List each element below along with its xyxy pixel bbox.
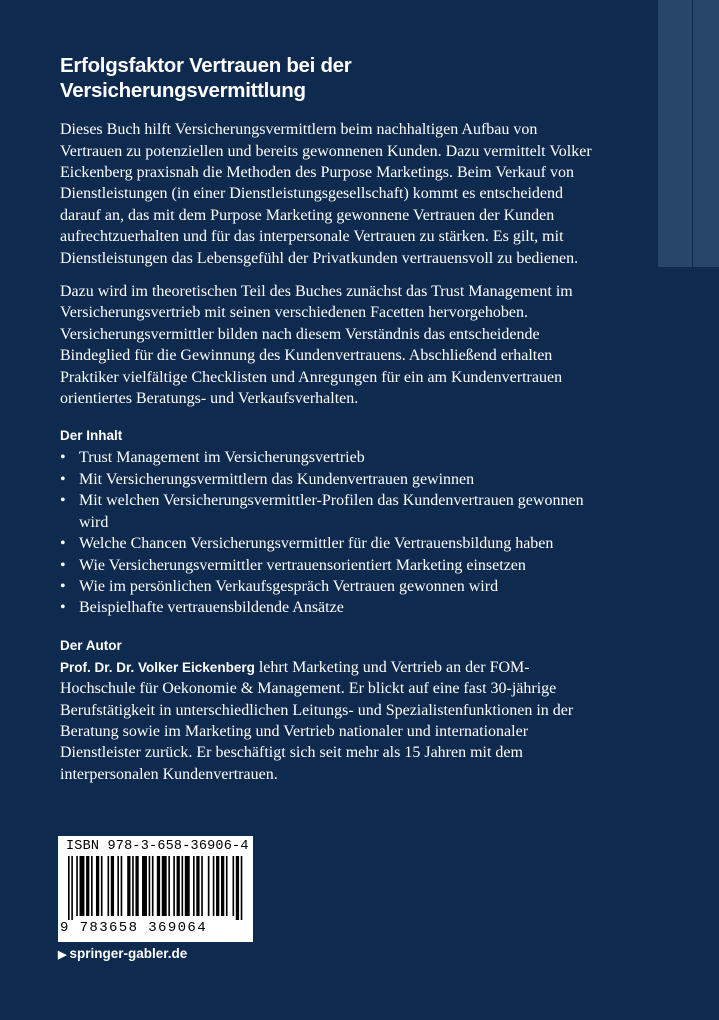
barcode-bar <box>121 856 123 916</box>
barcode-bar <box>177 856 180 916</box>
barcode-bar <box>91 856 93 916</box>
author-name: Prof. Dr. Dr. Volker Eickenberg <box>60 659 255 675</box>
isbn-text: ISBN 978-3-658-36906-4 <box>66 839 249 854</box>
barcode-bar <box>111 856 114 916</box>
book-title: Erfolgsfaktor Vertrauen bei der Versicherungsvermittlung <box>60 54 352 102</box>
barcode-bar <box>76 856 78 916</box>
contents-item <box>60 469 600 490</box>
barcode-bar <box>221 856 224 916</box>
barcode-bar <box>149 856 151 916</box>
contents-item-text: Wie im persönlichen Verkaufsgespräch Vertrauen gewonnen wird <box>79 577 499 595</box>
contents-item <box>60 490 600 533</box>
barcode-bar <box>142 856 147 916</box>
contents-item-text: Wie Versicherungsvermittler vertrauensorientiert Marketing einsetzen <box>79 556 526 574</box>
bullet-icon: • <box>60 492 66 510</box>
barcode-bar <box>173 856 175 916</box>
barcode-bar <box>71 856 73 920</box>
bullet-icon: • <box>60 449 66 467</box>
barcode-bar <box>162 856 167 916</box>
barcode-digits: 9 783658 369064 <box>60 920 208 936</box>
contents-heading: Der Inhalt <box>60 428 123 444</box>
contents-item <box>60 447 600 468</box>
barcode-bar <box>208 856 210 916</box>
barcode-bar <box>236 856 239 920</box>
barcode-bar <box>201 856 203 916</box>
barcode-bar <box>193 856 195 916</box>
barcode-bar <box>232 856 234 916</box>
bullet-icon: • <box>60 470 66 488</box>
description-paragraph-1: Dieses Buch hilft Versicherungsvermittlern beim nachhaltigen Aufbau von Vertrauen zu potenziellen und bereits gewonnenen Kunden. Dazu vermittelt Volker Eickenberg praxisnah die Methoden des Purpose Marketings. Beim Verkauf von Dienstleistungen (in einer Dienstleistungsgesellschaft) kommt es entscheidend darauf an, das mit dem Purpose Marketing gewonnene Vertrauen der Kunden aufrechtzuerhalten und für das interpersonale Vertrauen zu stärken. Es gilt, mit Dienstleistungen das Lebensgefühl der Privatkunden vertrauensvoll zu bedienen. <box>60 121 592 267</box>
bullet-icon: • <box>60 577 66 595</box>
website-text: springer-gabler.de <box>69 946 188 961</box>
author-bio <box>60 657 600 785</box>
barcode-bar <box>135 856 138 916</box>
back-cover-text <box>60 54 600 797</box>
author-heading: Der Autor <box>60 637 122 653</box>
description-paragraph-2: Dazu wird im theoretischen Teil des Buches zunächst das Trust Management im Versicherungsvertrieb mit seinen verschiedenen Facetten hervorgehoben. Versicherungsvermittler bilden nach diesem Verständnis das entscheidende Bindeglied für die Gewinnung des Kundenvertrauens. Abschließend erhalten Praktiker vielfältige Checklisten und Anregungen für ein am Kundenvertrauen orientiertes Beratungs- und Verkaufsverhalten. <box>60 283 573 408</box>
arrow-right-icon: ▶ <box>58 949 67 961</box>
barcode-bar <box>196 856 199 916</box>
author-bio-text: lehrt Marketing und Vertrieb an der FOM-Hochschule für Oekonomie & Management. Er blickt auf eine fast 30-jährige Berufstätigkeit in unterschiedlichen Leitungs- und Spezialistenfunktionen in der Beratung sowie im Marketing und Vertrieb nationaler und internationaler Dienstleister zurück. Er beschäftigt sich seit mehr als 15 Jahren mit dem interpersonalen Kundenvertrauen. <box>60 658 574 783</box>
contents-item-text: Mit welchen Versicherungsvermittler-Profilen das Kundenvertrauen gewonnen wird <box>79 492 584 531</box>
barcode-bar <box>185 856 190 916</box>
barcode-bar <box>213 856 215 916</box>
contents-item-text: Beispielhafte vertrauensbildende Ansätze <box>79 599 344 617</box>
contents-item-text: Mit Versicherungsvermittlern das Kundenvertrauen gewinnen <box>79 470 475 488</box>
contents-item <box>60 576 600 597</box>
barcode-bars <box>68 856 244 920</box>
barcode-bar <box>168 856 170 916</box>
barcode-bar <box>80 856 85 916</box>
contents-item <box>60 555 600 576</box>
barcode-bar <box>152 856 154 916</box>
contents-item-text: Welche Chancen Versicherungsvermittler für die Vertrauensbildung haben <box>79 535 554 553</box>
barcode-bar <box>226 856 228 916</box>
stripe-divider <box>692 0 693 267</box>
barcode-bar <box>107 856 109 916</box>
website-link[interactable] <box>58 946 187 961</box>
barcode-bar <box>68 856 70 920</box>
bullet-icon: • <box>60 535 66 553</box>
contents-item <box>60 533 600 554</box>
barcode-bar <box>157 856 160 916</box>
barcode-bar <box>216 856 219 916</box>
barcode-bar <box>86 856 89 916</box>
isbn-barcode <box>58 836 253 942</box>
barcode-bar <box>241 856 243 920</box>
contents-item-text: Trust Management im Versicherungsvertrieb <box>79 449 365 467</box>
decorative-stripe <box>658 0 719 267</box>
barcode-bar <box>127 856 130 916</box>
bullet-icon: • <box>60 556 66 574</box>
contents-item <box>60 597 600 618</box>
barcode-bar <box>182 856 184 916</box>
contents-list <box>60 447 600 618</box>
bullet-icon: • <box>60 599 66 617</box>
barcode-bar <box>132 856 134 916</box>
barcode-bar <box>117 856 119 916</box>
barcode-bar <box>96 856 99 916</box>
barcode-bar <box>101 856 103 916</box>
